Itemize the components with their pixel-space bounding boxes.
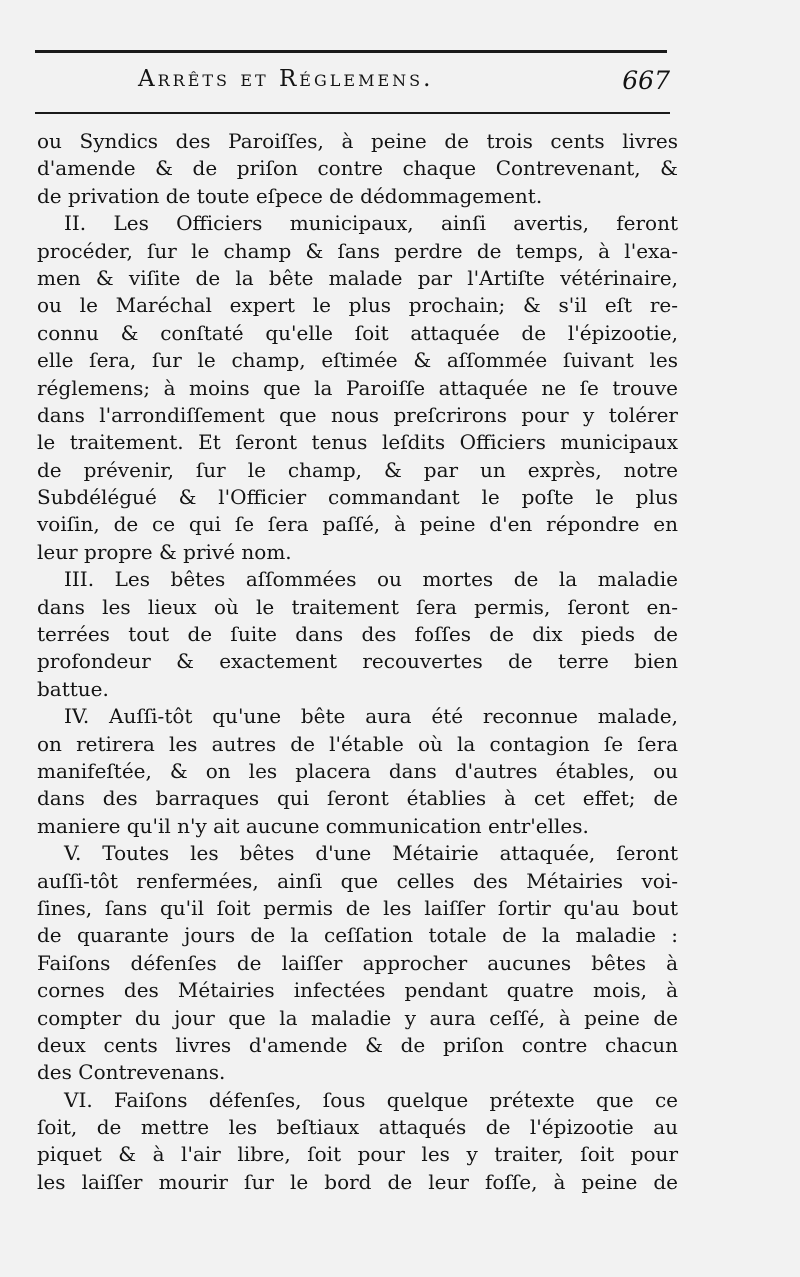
text-line: IV. Auſſi-tôt qu'une bête aura été reconnue malade, (64, 704, 678, 729)
text-line: maniere qu'il n'y ait aucune communication entr'elles. (37, 813, 589, 838)
header-rule-top (35, 50, 667, 53)
running-head: Arrêts et Réglemens. (138, 66, 434, 92)
text-line: d'amende & de priſon contre chaque Contrevenant, & (37, 156, 678, 181)
page-number: 667 (622, 66, 670, 95)
text-line: voiſin, de ce qui ſe ſera paſſé, à peine d'en répondre en (37, 512, 678, 537)
text-line: manifeſtée, & on les placera dans d'autres étables, ou (37, 758, 678, 783)
text-line: de prévenir, ſur le champ, & par un exprès, notre (37, 457, 678, 482)
text-line: de privation de toute eſpece de dédommagement. (37, 183, 543, 208)
body-text (37, 128, 678, 1196)
text-line: dans les lieux où le traitement ſera permis, ſeront en- (37, 594, 678, 619)
text-line: deux cents livres d'amende & de priſon contre chacun (37, 1032, 678, 1057)
text-line: de quarante jours de la ceſſation totale de la maladie : (37, 923, 678, 948)
text-line: ſoit, de mettre les beſtiaux attaqués de l'épizootie au (37, 1115, 678, 1140)
text-line: leur propre & privé nom. (37, 539, 292, 564)
page-header (40, 62, 670, 102)
header-rule-bottom (35, 112, 670, 114)
text-line: on retirera les autres de l'étable où la contagion ſe ſera (37, 731, 678, 756)
text-line: profondeur & exactement recouvertes de terre bien (37, 649, 678, 674)
text-line: piquet & à l'air libre, ſoit pour les y traiter, ſoit pour (37, 1142, 678, 1167)
text-line: dans des barraques qui ſeront établies à cet effet; de (37, 786, 678, 811)
text-line: V. Toutes les bêtes d'une Métairie attaquée, ſeront (64, 841, 678, 866)
text-line: Faiſons défenſes de laiſſer approcher aucunes bêtes à (37, 950, 678, 975)
text-line: Subdélégué & l'Officier commandant le poſte le plus (37, 485, 678, 510)
text-line: le traitement. Et ſeront tenus leſdits Officiers municipaux (37, 430, 678, 455)
text-line: III. Les bêtes aſſommées ou mortes de la maladie (64, 567, 678, 592)
text-line: procéder, ſur le champ & ſans perdre de temps, à l'exa- (37, 238, 678, 263)
text-line: II. Les Officiers municipaux, ainſi avertis, feront (64, 211, 678, 236)
text-line: battue. (37, 676, 109, 701)
text-line: des Contrevenans. (37, 1060, 226, 1085)
text-line: auſſi-tôt renfermées, ainſi que celles des Métairies voi- (37, 868, 678, 893)
text-line: terrées tout de ſuite dans des foſſes de dix pieds de (37, 622, 678, 647)
text-line: men & viſite de la bête malade par l'Artiſte vétérinaire, (37, 265, 678, 290)
text-line: dans l'arrondiſſement que nous preſcrirons pour y tolérer (37, 402, 678, 427)
text-line: ou Syndics des Paroiſſes, à peine de trois cents livres (37, 129, 678, 153)
text-line: ou le Maréchal expert le plus prochain; & s'il eſt re- (37, 293, 678, 318)
text-line: connu & conſtaté qu'elle ſoit attaquée de l'épizootie, (37, 320, 678, 345)
text-line: elle ſera, ſur le champ, eſtimée & aſſommée ſuivant les (37, 348, 678, 373)
text-line: les laiſſer mourir ſur le bord de leur foſſe, à peine de (37, 1169, 678, 1194)
text-line: cornes des Métairies infectées pendant quatre mois, à (37, 978, 678, 1003)
text-line: ſines, ſans qu'il ſoit permis de les laiſſer ſortir qu'au bout (37, 895, 678, 920)
text-line: VI. Faiſons défenſes, ſous quelque prétexte que ce (64, 1087, 678, 1112)
text-line: compter du jour que la maladie y aura ceſſé, à peine de (37, 1005, 678, 1030)
text-line: réglemens; à moins que la Paroiſſe attaquée ne ſe trouve (37, 375, 678, 400)
